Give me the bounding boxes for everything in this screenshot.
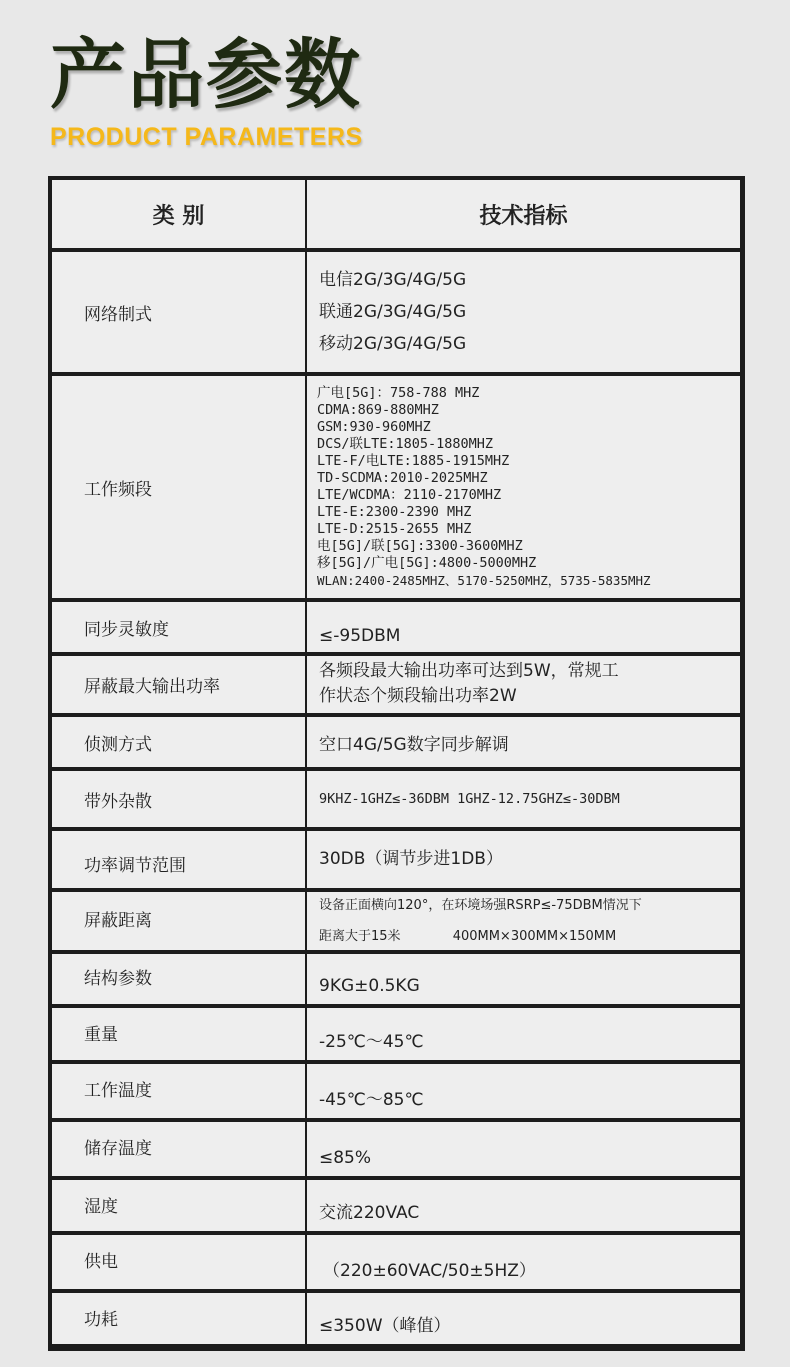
page-subtitle: PRODUCT PARAMETERS (50, 123, 363, 151)
row-spec (307, 252, 740, 372)
row-category: 功耗 (52, 1293, 305, 1344)
row-spec: -25℃～45℃ (307, 1008, 740, 1060)
row-spec: （220±60VAC/50±5HZ） (307, 1235, 740, 1289)
row-category: 供电 (52, 1235, 305, 1289)
row-spec: 30DB（调节步进1DB） (307, 831, 740, 888)
row-spec: 9KG±0.5KG (307, 954, 740, 1004)
row-category: 湿度 (52, 1180, 305, 1231)
spec-line: DCS/联LTE:1805-1880MHZ (317, 436, 494, 452)
spec-line: CDMA:869-880MHZ (317, 402, 439, 418)
row-spec (307, 376, 740, 598)
row-spec (307, 656, 740, 713)
row-category: 同步灵敏度 (52, 602, 305, 652)
spec-line: LTE/WCDMA：2110-2170MHZ (317, 487, 502, 503)
row-category: 储存温度 (52, 1122, 305, 1176)
row-spec: 9KHZ-1GHZ≤-36DBM 1GHZ-12.75GHZ≤-30DBM (307, 771, 740, 827)
row-category: 屏蔽距离 (52, 892, 305, 950)
spec-table (48, 176, 745, 1351)
spec-line: 各频段最大输出功率可达到5W，常规工 (319, 661, 619, 681)
spec-line: 电信2G/3G/4G/5G (319, 270, 467, 290)
header-spec: 技术指标 (307, 180, 740, 248)
spec-line: 联通2G/3G/4G/5G (319, 302, 467, 322)
header-category: 类 别 (52, 180, 305, 248)
row-spec: 空口4G/5G数字同步解调 (307, 717, 740, 767)
row-spec: ≤85% (307, 1122, 740, 1176)
row-category: 结构参数 (52, 954, 305, 1004)
row-category: 重量 (52, 1008, 305, 1060)
spec-line: 移动2G/3G/4G/5G (319, 334, 467, 354)
spec-line: LTE-D:2515-2655 MHZ (317, 521, 472, 537)
spec-line: 移[5G]/广电[5G]:4800-5000MHZ (317, 555, 537, 571)
row-category: 侦测方式 (52, 717, 305, 767)
spec-line: 设备正面横向120°，在环境场强RSRP≤-75DBM情况下 (319, 898, 642, 913)
spec-line: TD-SCDMA:2010-2025MHZ (317, 470, 488, 486)
page-title: 产品参数 (50, 30, 362, 119)
spec-line: WLAN:2400-2485MHZ、5170-5250MHZ，5735-5835MHZ (317, 573, 651, 588)
row-category: 网络制式 (52, 252, 305, 372)
row-spec: ≤350W（峰值） (307, 1293, 740, 1344)
spec-line: 电[5G]/联[5G]:3300-3600MHZ (317, 538, 523, 554)
row-category: 功率调节范围 (52, 831, 305, 888)
row-category: 工作温度 (52, 1064, 305, 1118)
row-spec: -45℃～85℃ (307, 1064, 740, 1118)
row-category: 工作频段 (52, 376, 305, 598)
row-category: 带外杂散 (52, 771, 305, 827)
row-spec: 交流220VAC (307, 1180, 740, 1231)
spec-line: GSM:930-960MHZ (317, 419, 431, 435)
spec-line: LTE-E:2300-2390 MHZ (317, 504, 472, 520)
spec-line: 400MM×300MM×150MM (452, 929, 617, 944)
spec-line: 广电[5G]：758-788 MHZ (317, 385, 480, 401)
spec-line: 距离大于15米 (319, 929, 401, 944)
spec-line: 作状态个频段输出功率2W (319, 686, 517, 706)
row-spec: ≤-95DBM (307, 602, 740, 652)
spec-line: LTE-F/电LTE:1885-1915MHZ (317, 453, 510, 469)
row-spec (307, 892, 740, 950)
row-category: 屏蔽最大输出功率 (52, 656, 305, 713)
